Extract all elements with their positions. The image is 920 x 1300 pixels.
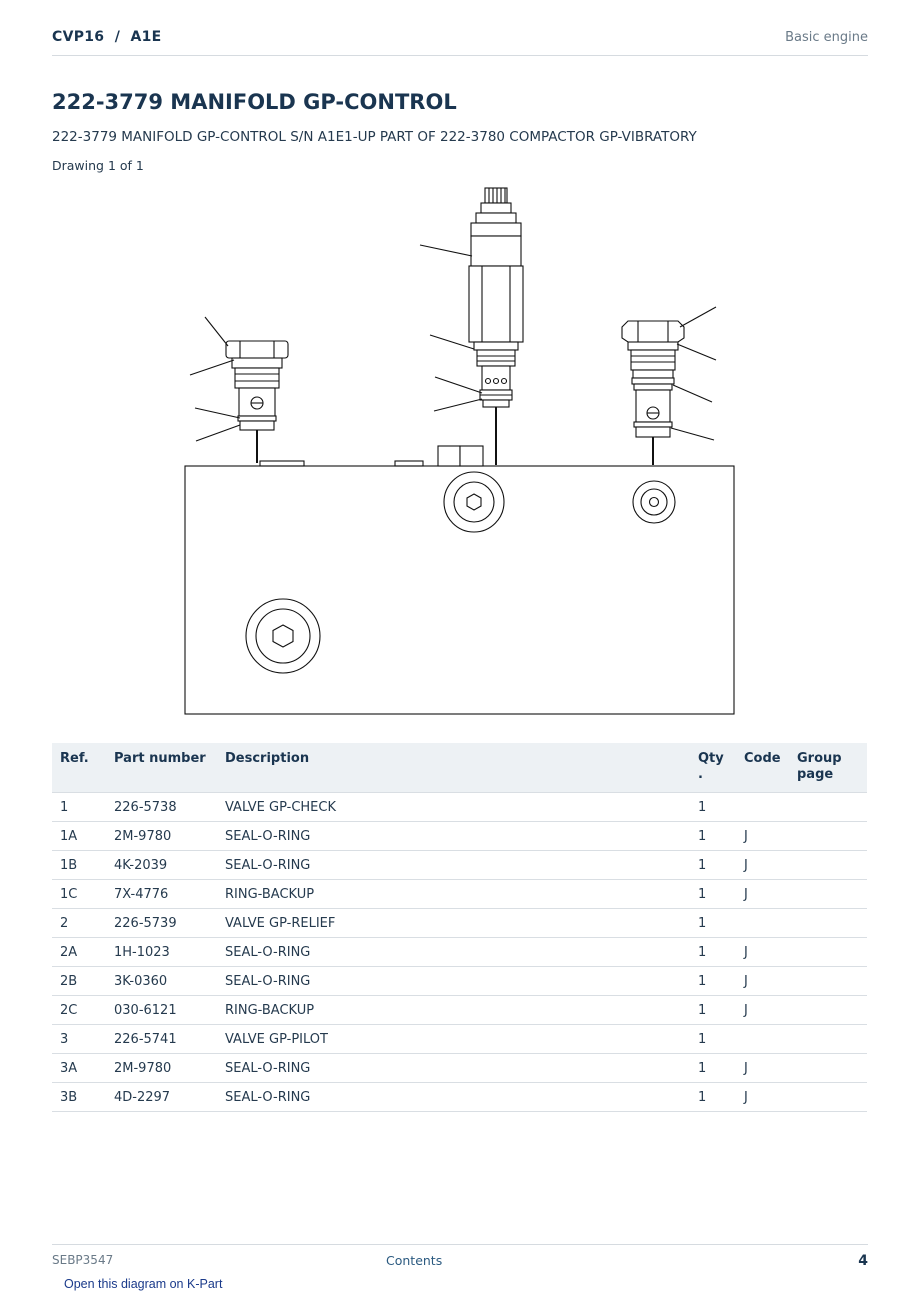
table-row: [52, 909, 867, 938]
table-row: [52, 967, 867, 996]
row-code: J: [736, 1054, 789, 1083]
row-ref: 3B: [52, 1083, 106, 1112]
row-part-number: 226-5739: [106, 909, 217, 938]
row-description: VALVE GP-CHECK: [217, 793, 690, 822]
row-group-page: [789, 880, 867, 909]
col-header-part-number: Part number: [106, 743, 217, 793]
col-header-qty: Qty .: [690, 743, 736, 793]
row-group-page: [789, 1083, 867, 1112]
row-ref: 2C: [52, 996, 106, 1025]
row-ref: 1C: [52, 880, 106, 909]
row-ref: 1: [52, 793, 106, 822]
row-description: SEAL-O-RING: [217, 1054, 690, 1083]
table-row: [52, 996, 867, 1025]
row-part-number: 4K-2039: [106, 851, 217, 880]
row-description: RING-BACKUP: [217, 880, 690, 909]
row-code: [736, 793, 789, 822]
row-qty: 1: [690, 1025, 736, 1054]
row-group-page: [789, 822, 867, 851]
col-header-description: Description: [217, 743, 690, 793]
parts-table: [52, 743, 867, 1112]
row-code: J: [736, 822, 789, 851]
footer-doc-id: SEBP3547: [52, 1253, 114, 1267]
col-header-group-page: Group page: [789, 743, 867, 793]
row-qty: 1: [690, 880, 736, 909]
row-part-number: 3K-0360: [106, 967, 217, 996]
row-code: [736, 909, 789, 938]
row-qty: 1: [690, 822, 736, 851]
row-code: J: [736, 880, 789, 909]
col-header-code: Code: [736, 743, 789, 793]
row-ref: 2A: [52, 938, 106, 967]
page-title: 222-3779 MANIFOLD GP-CONTROL: [52, 90, 457, 114]
footer-divider: [52, 1244, 868, 1245]
row-part-number: 030-6121: [106, 996, 217, 1025]
row-code: J: [736, 938, 789, 967]
row-description: SEAL-O-RING: [217, 822, 690, 851]
row-group-page: [789, 851, 867, 880]
row-qty: 1: [690, 1054, 736, 1083]
valve-relief-center: [469, 188, 523, 465]
valve-pilot-right: [622, 321, 684, 465]
row-part-number: 226-5741: [106, 1025, 217, 1054]
row-qty: 1: [690, 909, 736, 938]
row-description: SEAL-O-RING: [217, 938, 690, 967]
row-group-page: [789, 909, 867, 938]
row-part-number: 226-5738: [106, 793, 217, 822]
parts-table-body: [52, 793, 867, 1112]
col-header-ref: Ref.: [52, 743, 106, 793]
header-model: CVP16 / A1E: [52, 29, 162, 45]
row-ref: 1B: [52, 851, 106, 880]
row-part-number: 4D-2297: [106, 1083, 217, 1112]
row-group-page: [789, 967, 867, 996]
table-row: [52, 880, 867, 909]
row-qty: 1: [690, 851, 736, 880]
row-part-number: 1H-1023: [106, 938, 217, 967]
table-row: [52, 938, 867, 967]
row-description: VALVE GP-PILOT: [217, 1025, 690, 1054]
row-description: SEAL-O-RING: [217, 851, 690, 880]
row-ref: 3: [52, 1025, 106, 1054]
row-qty: 1: [690, 793, 736, 822]
table-row: [52, 851, 867, 880]
page-number: 4: [858, 1253, 868, 1269]
row-group-page: [789, 938, 867, 967]
drawing-label: Drawing 1 of 1: [52, 158, 144, 173]
table-row: [52, 1083, 867, 1112]
contents-link[interactable]: Contents: [386, 1253, 443, 1268]
row-description: VALVE GP-RELIEF: [217, 909, 690, 938]
table-row: [52, 1054, 867, 1083]
manifold-block: [185, 466, 734, 714]
valve-check-left: [226, 341, 288, 463]
page-subtitle: 222-3779 MANIFOLD GP-CONTROL S/N A1E1-UP PART OF 222-3780 COMPACTOR GP-VIBRATORY: [52, 129, 697, 145]
row-part-number: 7X-4776: [106, 880, 217, 909]
row-description: SEAL-O-RING: [217, 967, 690, 996]
row-code: J: [736, 1083, 789, 1112]
row-code: J: [736, 996, 789, 1025]
row-qty: 1: [690, 967, 736, 996]
row-qty: 1: [690, 996, 736, 1025]
open-k-part-link[interactable]: Open this diagram on K-Part: [64, 1277, 223, 1291]
table-row: [52, 1025, 867, 1054]
row-qty: 1: [690, 938, 736, 967]
row-code: [736, 1025, 789, 1054]
row-group-page: [789, 1054, 867, 1083]
header-section: Basic engine: [785, 30, 868, 45]
table-row: [52, 822, 867, 851]
row-group-page: [789, 996, 867, 1025]
row-ref: 3A: [52, 1054, 106, 1083]
row-group-page: [789, 1025, 867, 1054]
row-description: RING-BACKUP: [217, 996, 690, 1025]
row-ref: 1A: [52, 822, 106, 851]
row-ref: 2B: [52, 967, 106, 996]
row-qty: 1: [690, 1083, 736, 1112]
row-code: J: [736, 851, 789, 880]
row-part-number: 2M-9780: [106, 1054, 217, 1083]
table-row: [52, 793, 867, 822]
row-code: J: [736, 967, 789, 996]
row-description: SEAL-O-RING: [217, 1083, 690, 1112]
row-ref: 2: [52, 909, 106, 938]
row-part-number: 2M-9780: [106, 822, 217, 851]
table-header-row: [52, 743, 867, 793]
row-group-page: [789, 793, 867, 822]
